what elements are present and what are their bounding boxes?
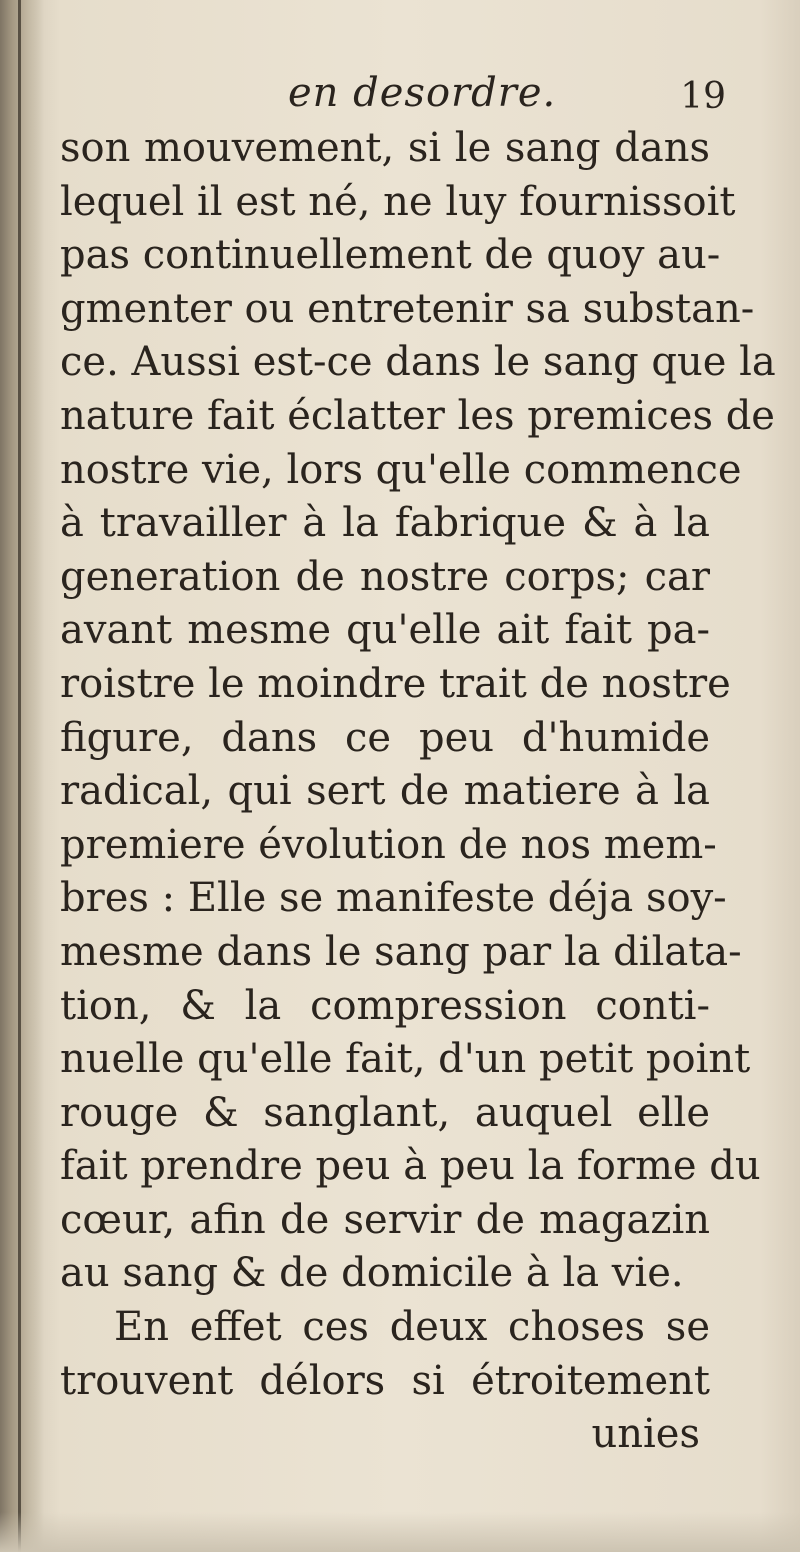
page-header: [60, 70, 726, 130]
text-line: cœur, afin de servir de magazin: [60, 1196, 710, 1243]
book-spine-shadow: [0, 0, 44, 1552]
text-line: roistre le moindre trait de nostre: [60, 660, 731, 707]
text-line: radical, qui sert de matiere à la: [60, 768, 710, 815]
page-number: 19: [680, 76, 726, 117]
text-line: En effet ces deux choses se: [114, 1304, 710, 1351]
text-line: premiere évolution de nos mem-: [60, 821, 717, 868]
text-line: nature fait éclatter les premices de: [60, 392, 775, 439]
catchword: unies: [591, 1411, 700, 1458]
text-line: bres : Elle se manifeste déja soy-: [60, 875, 727, 922]
running-title: en desordre.: [288, 70, 557, 116]
text-line: nostre vie, lors qu'elle commence: [60, 446, 742, 493]
gutter-line: [18, 0, 21, 1552]
text-line: tion, & la compression conti-: [60, 982, 710, 1029]
page-bottom-edge: [0, 1512, 800, 1552]
text-line: lequel il est né, ne luy fournissoit: [60, 178, 736, 225]
text-line: fait prendre peu à peu la forme du: [60, 1143, 761, 1190]
text-line: ce. Aussi est-ce dans le sang que la: [60, 339, 776, 386]
text-line: avant mesme qu'elle ait fait pa-: [60, 607, 710, 654]
text-line: generation de nostre corps; car: [60, 553, 710, 600]
text-line: rouge & sanglant, auquel elle: [60, 1089, 710, 1136]
body-text: [60, 122, 776, 1462]
text-line: pas continuellement de quoy au-: [60, 232, 721, 279]
text-line: gmenter ou entretenir sa substan-: [60, 285, 755, 332]
text-line: trouvent délors si étroitement: [60, 1357, 710, 1404]
text-line: figure, dans ce peu d'humide: [60, 714, 710, 761]
text-line: au sang & de domicile à la vie.: [60, 1250, 684, 1297]
text-line: à travailler à la fabrique & à la: [60, 500, 710, 547]
text-line: son mouvement, si le sang dans: [60, 125, 710, 171]
text-line: nuelle qu'elle fait, d'un petit point: [60, 1036, 751, 1083]
text-line: mesme dans le sang par la dilata-: [60, 928, 742, 975]
